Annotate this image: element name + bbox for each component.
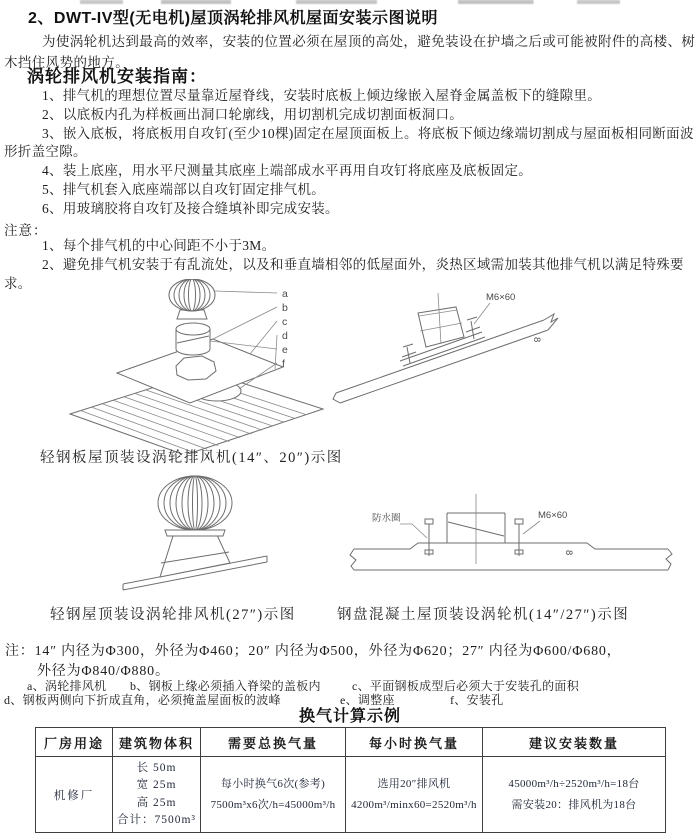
legend-d: d、钢板两侧向下折成直角，必须掩盖屋面板的波峰 <box>4 693 281 707</box>
part-label-c: c <box>282 316 288 328</box>
page-title: 2、DWT-IV型(无电机)屋顶涡轮排风机屋面安装示图说明 <box>28 10 439 27</box>
legend-e: e、调整座 <box>340 693 395 707</box>
turbine-27-diagram <box>115 468 345 608</box>
caption-steel-27: 轻钢屋顶装设涡轮排风机(27″)示图 <box>50 607 296 623</box>
air-exchange-table <box>35 727 666 833</box>
install-line1: 45000m³/h÷2520m³/h=18台 <box>508 778 640 790</box>
volume-width: 宽 25m <box>136 779 177 791</box>
required-line2: 7500m³x6次/h=45000m³/h <box>210 799 336 811</box>
cell-hourly <box>346 757 483 833</box>
required-line1: 每小时换气6次(参考) <box>220 778 326 790</box>
step-1: 1、排气机的理想位置尽量靠近屋脊线，安装时底板上倾边缘嵌入屋脊金属盖板下的缝隙里。 <box>42 88 602 103</box>
part-label-d: d <box>282 330 288 342</box>
legend-a: a、涡轮排风机 <box>27 679 107 693</box>
notice-heading: 注意： <box>4 223 48 238</box>
installation-steps <box>4 87 696 219</box>
thickness-label: 8 <box>563 550 574 556</box>
notice-1: 1、每个排气机的中心间距不小于3M。 <box>42 238 276 253</box>
part-label-b: b <box>282 302 288 314</box>
volume-total: 合计：7500m³ <box>117 814 196 826</box>
scan-artifact <box>80 0 620 4</box>
volume-length: 长 50m <box>136 761 177 774</box>
install-line2: 需安装20：排风机为18台 <box>511 799 637 811</box>
col-header-volume: 建筑物体积 <box>113 728 201 757</box>
step-6: 6、用玻璃胶将自攻钉及接合缝填补即完成安装。 <box>42 200 339 216</box>
caption-concrete: 钢盘混凝土屋顶装设涡轮机(14″/27″)示图 <box>337 607 630 623</box>
table-row <box>36 757 666 833</box>
cell-required <box>201 757 346 833</box>
anchor-bolts-drawing <box>425 519 523 556</box>
part-label-f: f <box>282 358 285 370</box>
base-box-drawing <box>447 494 505 564</box>
legend-b: b、钢板上缘必须插入脊梁的盖板内 <box>130 679 321 693</box>
diameter-note-line2: 外径为Φ840/Φ880。 <box>37 664 170 679</box>
waterproof-ring-label: 防水圈 <box>372 513 401 524</box>
turbine-head-drawing <box>169 279 215 319</box>
col-header-install: 建议安装数量 <box>483 728 666 757</box>
step-5: 5、排气机套入底座端部以自攻钉固定排气机。 <box>42 181 326 197</box>
diameter-note <box>5 642 693 682</box>
concrete-roof-section-diagram <box>340 490 690 605</box>
legend-f: f、安装孔 <box>450 693 504 707</box>
exploded-view-diagram <box>55 279 345 454</box>
hourly-line2: 4200m³/minx60=2520m³/h <box>351 799 477 811</box>
step-3: 3、嵌入底板，将底板用自攻钉(至少10棵)固定在屋顶面板上。将底板下倾边缘端切割成与屋面板相同断面波形折盖空隙。 <box>4 125 694 160</box>
adjuster-base-drawing <box>176 323 210 355</box>
hourly-line1: 选用20″排风机 <box>377 778 451 790</box>
bolt-size-label: M6×60 <box>538 510 568 521</box>
cell-usage: 机修厂 <box>36 757 113 833</box>
cell-install <box>483 757 666 833</box>
turbine-neck-drawing <box>160 535 230 577</box>
bolt-size-label: M6×60 <box>486 292 516 303</box>
intro-paragraph: 为使涡轮机达到最高的效率，安装的位置必须在屋顶的高处，避免装设在护墙之后或可能被附件的高楼、树木挡住风势的地方。 <box>4 34 696 70</box>
concrete-slab-drawing <box>350 543 672 570</box>
col-header-required: 需要总换气量 <box>201 728 346 757</box>
table-header-row <box>36 728 666 757</box>
thickness-label: 8 <box>531 337 542 343</box>
volume-height: 高 25m <box>136 796 177 809</box>
step-4: 4、装上底座，用水平尺测量其底座上端部成水平再用自攻钉将底座及底板固定。 <box>42 163 533 179</box>
part-label-e: e <box>282 344 288 356</box>
step-2: 2、以底板内孔为样板画出洞口轮廓线，用切割机完成切割面板洞口。 <box>42 106 464 122</box>
turbine-ball-drawing <box>158 476 232 536</box>
col-header-hourly: 每小时换气量 <box>346 728 483 757</box>
guide-heading: 涡轮排风机安装指南： <box>27 67 207 86</box>
base-seat-drawing <box>418 293 464 347</box>
cell-volume <box>113 757 201 833</box>
notice-2: 2、避免排气机安装于有乱流处，以及和垂直墙相邻的低屋面外，炎热区域需加装其他排气机以满足特殊要求。 <box>4 256 684 291</box>
bolt-leader-line <box>474 303 490 324</box>
caption-steel-14-20: 轻钢板屋顶装设涡轮排风机(14″、20″)示图 <box>40 450 343 466</box>
col-header-usage: 厂房用途 <box>36 728 113 757</box>
part-label-a: a <box>282 288 288 300</box>
diameter-note-line1: 注：14″ 内径为Φ300，外径为Φ460；20″ 内径为Φ500，外径为Φ620；27″ 内径为Φ600/Φ680， <box>5 644 622 659</box>
steel-roof-section-diagram <box>330 287 690 412</box>
legend-c: c、平面钢板成型后必须大于安装孔的面积 <box>352 679 580 693</box>
table-title: 换气计算示例 <box>298 708 401 725</box>
